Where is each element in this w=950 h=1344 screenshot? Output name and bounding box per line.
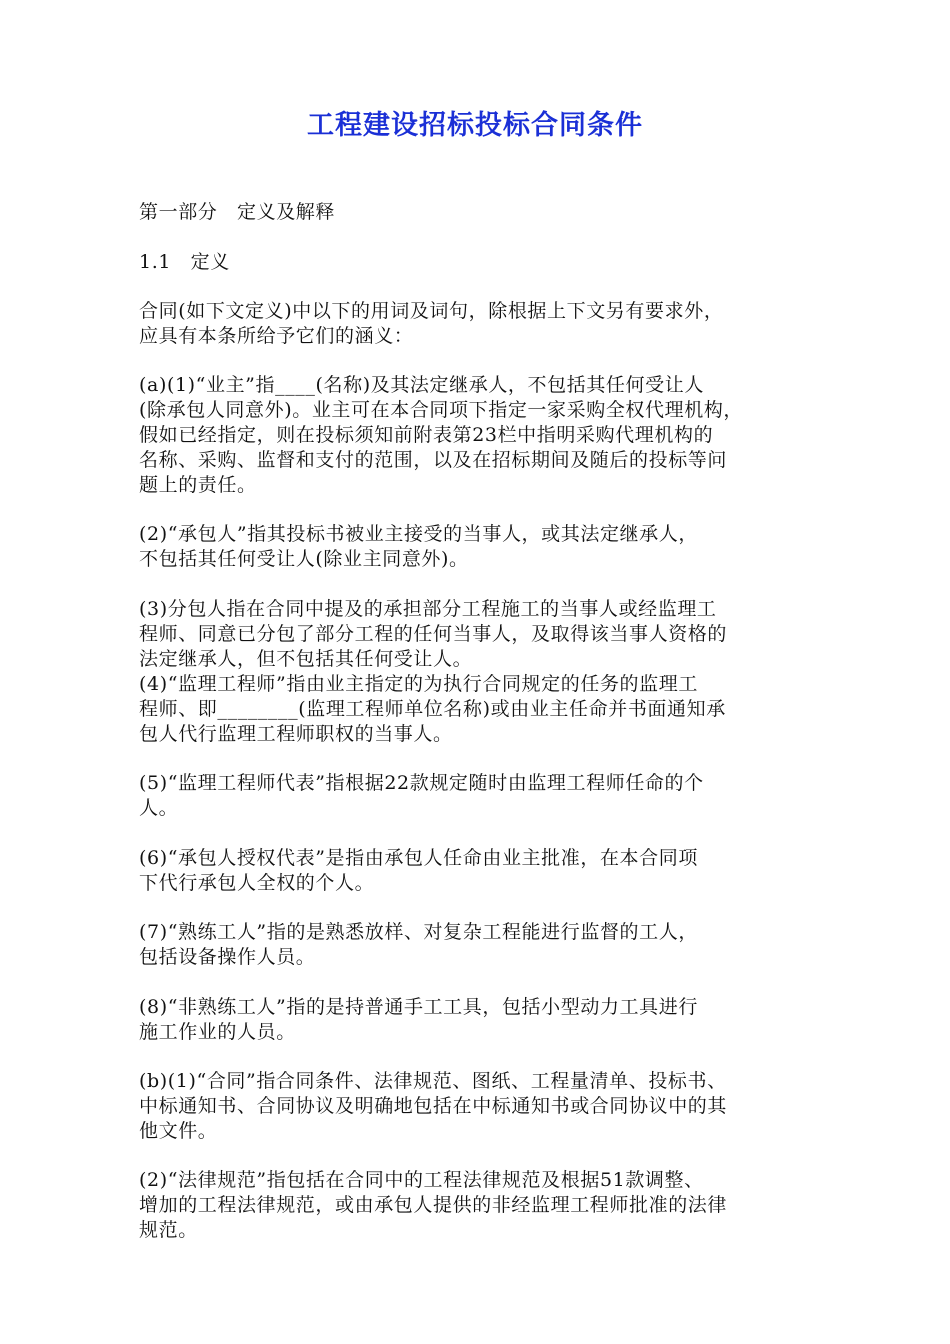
- paragraph-line: (4)“监理工程师”指由业主指定的为执行合同规定的任务的监理工: [139, 673, 698, 695]
- paragraph-line: 下代行承包人全权的个人。: [139, 872, 375, 894]
- paragraph-line: 中标通知书、合同协议及明确地包括在中标通知书或合同协议中的其: [139, 1095, 728, 1117]
- paragraph-line: (3)分包人指在合同中提及的承担部分工程施工的当事人或经监理工: [139, 598, 717, 620]
- paragraph-line: 不包括其任何受让人(除业主同意外)。: [139, 548, 469, 570]
- paragraph: [139, 299, 829, 349]
- paragraph-line: 应具有本条所给予它们的涵义：: [139, 325, 414, 347]
- paragraph-line: (8)“非熟练工人”指的是持普通手工工具，包括小型动力工具进行: [139, 996, 698, 1018]
- paragraph-line: (a)(1)“业主”指____(名称)及其法定继承人，不包括其任何受让人: [139, 374, 704, 396]
- paragraph-line: 包人代行监理工程师职权的当事人。: [139, 723, 453, 745]
- paragraph: [139, 597, 829, 747]
- paragraph-line: 法定继承人，但不包括其任何受让人。: [139, 648, 473, 670]
- paragraph: [139, 920, 829, 970]
- section-heading: 1.1 定义: [139, 251, 230, 273]
- paragraph-line: 程师、即________(监理工程师单位名称)或由业主任命并书面通知承: [139, 698, 726, 720]
- paragraph-line: 名称、采购、监督和支付的范围，以及在招标期间及随后的投标等问: [139, 449, 728, 471]
- paragraph: [139, 771, 829, 821]
- paragraph-line: 施工作业的人员。: [139, 1021, 296, 1043]
- paragraph-line: (5)“监理工程师代表”指根据22款规定随时由监理工程师任命的个: [139, 772, 704, 794]
- part-heading: 第一部分 定义及解释: [139, 201, 336, 223]
- paragraph-line: 规范。: [139, 1219, 198, 1241]
- paragraph-line: 人。: [139, 797, 179, 819]
- paragraph: [139, 995, 829, 1045]
- paragraph-line: 假如已经指定，则在投标须知前附表第23栏中指明采购代理机构的: [139, 424, 714, 446]
- paragraph-line: (7)“熟练工人”指的是熟悉放样、对复杂工程能进行监督的工人，: [139, 921, 698, 943]
- paragraph: [139, 373, 829, 498]
- paragraph-line: 他文件。: [139, 1120, 218, 1142]
- paragraph-line: 增加的工程法律规范，或由承包人提供的非经监理工程师批准的法律: [139, 1194, 728, 1216]
- paragraph: [139, 1069, 829, 1144]
- document-title: 工程建设招标投标合同条件: [307, 110, 643, 141]
- paragraph-line: (b)(1)“合同”指合同条件、法律规范、图纸、工程量清单、投标书、: [139, 1070, 727, 1092]
- paragraph: [139, 522, 829, 572]
- paragraph: [139, 1168, 829, 1243]
- paragraph-line: (2)“法律规范”指包括在合同中的工程法律规范及根据51款调整、: [139, 1169, 704, 1191]
- paragraph-line: (2)“承包人”指其投标书被业主接受的当事人，或其法定继承人，: [139, 523, 698, 545]
- paragraph-line: 包括设备操作人员。: [139, 946, 316, 968]
- paragraph-line: 合同(如下文定义)中以下的用词及词句，除根据上下文另有要求外，: [139, 300, 724, 322]
- paragraph-line: (6)“承包人授权代表”是指由承包人任命由业主批准，在本合同项: [139, 847, 698, 869]
- paragraph-line: (除承包人同意外)。业主可在本合同项下指定一家采购全权代理机构，: [139, 399, 744, 421]
- paragraph: [139, 846, 829, 896]
- paragraph-line: 程师、同意已分包了部分工程的任何当事人，及取得该当事人资格的: [139, 623, 728, 645]
- paragraph-line: 题上的责任。: [139, 474, 257, 496]
